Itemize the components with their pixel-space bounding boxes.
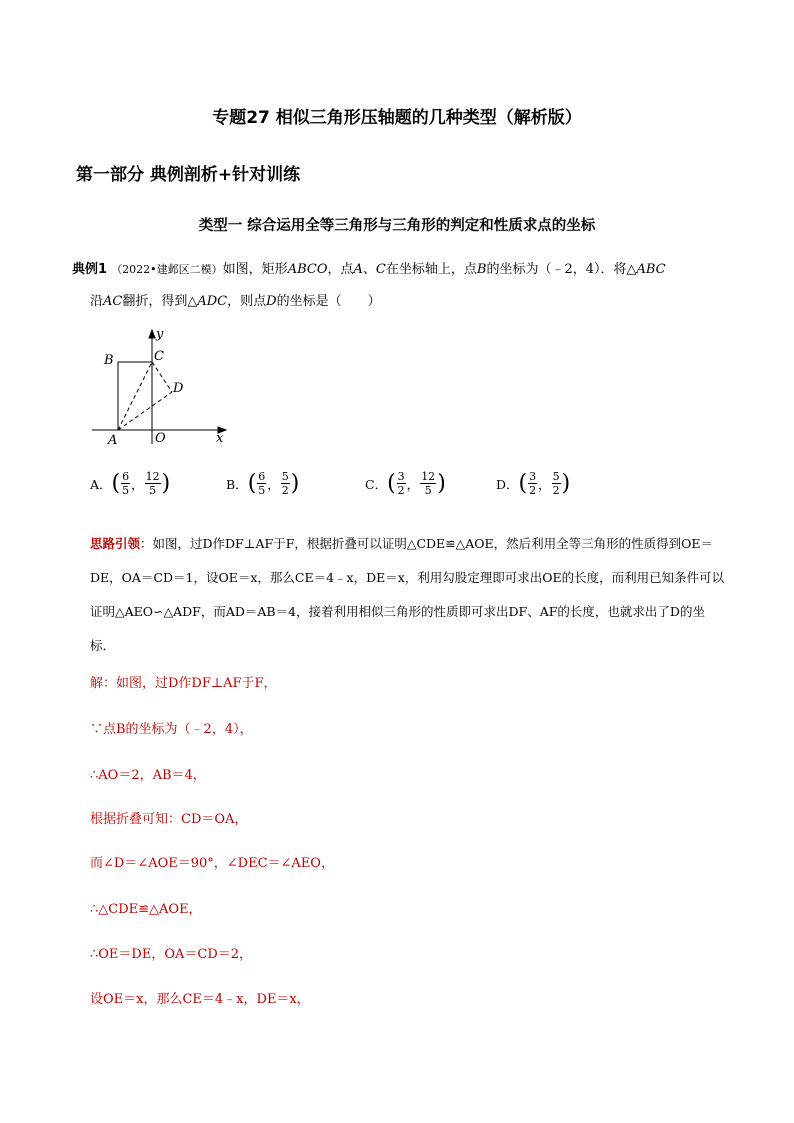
solution-line: 根据折叠可知：CD＝OA， <box>90 812 248 827</box>
hint-text: ：如图，过D作DF⊥AF于F，根据折叠可以证明△CDE≌△AOE，然后利用全等三角形的性质得到OE＝DE，OA＝CD＝1，设OE＝x，那么CE＝4﹣x，DE＝x，利用勾股定理即可求出OE的长度，而利用已知条件可以证明△AEO∽△ADF，而AD＝AB＝4，接着利用相似三角形的性质即可求出DF、AF的长度，也就求出了D的坐标． <box>90 536 725 653</box>
segment-cd <box>152 362 172 392</box>
question-line-1: 典例1 （2022•建邺区二模）如图，矩形ABCO，点A、C在坐标轴上，点B的坐标为（﹣2，4）．将△ABC <box>72 262 666 277</box>
label-a: A <box>108 433 118 447</box>
solution-line: ∴AO＝2，AB＝4， <box>90 768 206 783</box>
solution-line: ∴△CDE≌△AOE， <box>90 902 202 917</box>
document-title: 专题27 相似三角形压轴题的几种类型（解析版） <box>212 108 582 128</box>
segment-ad <box>118 392 172 430</box>
y-axis-arrow-icon <box>149 330 155 338</box>
option-b: B． ( $\frac{6}{5}$ ， $\frac{5}{2}$ ) <box>226 470 300 497</box>
label-c: C <box>154 349 164 364</box>
solution-line: 解：如图，过D作DF⊥AF于F， <box>90 676 277 691</box>
option-d: D． ( $\frac{3}{2}$ ， $\frac{5}{2}$ ) <box>496 470 571 497</box>
solution-line: 设OE＝x，那么CE＝4﹣x，DE＝x， <box>90 992 310 1007</box>
label-b: B <box>104 353 114 368</box>
hint-label: 思路引领 <box>90 536 141 551</box>
geometry-figure <box>86 322 236 447</box>
question-line-2: 沿AC翻折，得到△ADC，则点D的坐标是（ ） <box>90 294 381 309</box>
option-a: A． ( $\frac{6}{5}$ ， $\frac{12}{5}$ ) <box>90 470 171 497</box>
part-heading: 第一部分 典例剖析+针对训练 <box>76 165 301 185</box>
solution-line: 而∠D＝∠AOE＝90°，∠DEC＝∠AEO， <box>90 856 334 871</box>
label-y: y <box>156 327 164 342</box>
example-label: 典例1 <box>72 262 108 277</box>
diagonal-ac <box>118 362 152 430</box>
option-c: C． ( $\frac{3}{2}$ ， $\frac{12}{5}$ ) <box>365 470 446 497</box>
solution-hint <box>90 527 726 663</box>
solution-line: ∴OE＝DE，OA＝CD＝2， <box>90 947 253 962</box>
type-heading: 类型一 综合运用全等三角形与三角形的判定和性质求点的坐标 <box>198 218 596 234</box>
solution-line: ∵点B的坐标为（﹣2，4）， <box>90 722 253 737</box>
example-source: （2022•建邺区二模） <box>111 263 223 276</box>
label-d: D <box>173 381 184 396</box>
label-x: x <box>216 431 224 446</box>
label-o: O <box>155 431 166 446</box>
